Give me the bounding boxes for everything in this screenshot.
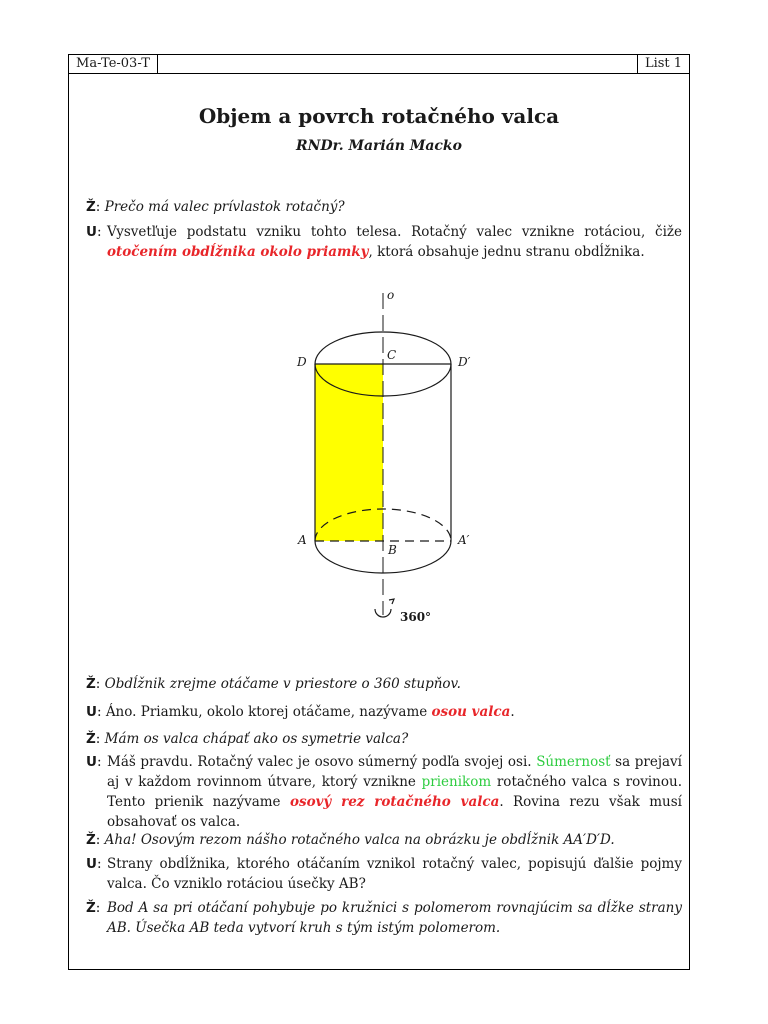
speaker-student: Ž (86, 832, 96, 848)
label-angle: 360° (400, 610, 432, 624)
label-A-prime: A′ (458, 533, 470, 547)
highlight-term: otočením obdĺžnika okolo priamky (107, 244, 369, 260)
dialog-line-3: Ž: Obdĺžnik zrejme otáčame v priestore o 360 stupňov. (86, 676, 461, 692)
highlight-term: Súmernosť (536, 754, 611, 770)
speaker-teacher: U (86, 224, 97, 240)
dialog-text: Obdĺžnik zrejme otáčame v priestore o 360 stupňov. (104, 676, 461, 692)
highlight-term: prienikom (421, 774, 492, 790)
label-D: D (297, 355, 307, 369)
speaker-student: Ž (86, 900, 96, 916)
label-D-prime: D′ (458, 355, 471, 369)
dialog-line-9: Ž: Bod A sa pri otáčaní pohybuje po kružnici s polomerom rovnajúcim sa dĺžke strany AB. Úsečka AB teda vytvorí kruh s tým istým polomerom. (86, 900, 682, 936)
dialog-text: . (510, 704, 515, 720)
dialog-text: rotačného valca s rovinou. Tento prienik nazývame (107, 774, 682, 810)
speaker-teacher: U (86, 754, 97, 770)
speaker-student: Ž (86, 731, 96, 747)
dialog-text: Áno. Priamku, okolo ktorej otáčame, nazývame (105, 704, 432, 720)
header-page-number: List 1 (637, 54, 690, 74)
cylinder-figure (280, 285, 480, 635)
document-author: RNDr. Marián Macko (296, 138, 462, 154)
dialog-line-1: Ž: Prečo má valec prívlastok rotačný? (86, 199, 345, 215)
label-C: C (387, 348, 397, 362)
dialog-line-5: Ž: Mám os valca chápať ako os symetrie valca? (86, 731, 409, 747)
dialog-text: Strany obdĺžnika, ktorého otáčaním vznikol rotačný valec, popisujú ďalšie pojmy valca. Čo vzniklo rotáciou úsečky AB? (107, 856, 682, 892)
document-title: Objem a povrch rotačného valca (198, 104, 560, 128)
dialog-text: Bod A sa pri otáčaní pohybuje po kružnici s polomerom rovnajúcim sa dĺžke strany AB. Úsečka AB teda vytvorí kruh s tým istým polomerom. (107, 900, 682, 936)
highlight-term: osou valca (431, 704, 511, 720)
dialog-line-2: U: Vysvetľuje podstatu vzniku tohto telesa. Rotačný valec vznikne rotáciou, čiže otočením obdĺžnika okolo priamky, ktorá obsahuje jednu stranu obdĺžnika. (86, 224, 682, 260)
speaker-student: Ž (86, 199, 96, 215)
speaker-student: Ž (86, 676, 96, 692)
dialog-text: Prečo má valec prívlastok rotačný? (104, 199, 345, 215)
rotation-arrow-icon (389, 599, 394, 604)
label-A: A (298, 533, 307, 547)
dialog-text: Vysvetľuje podstatu vzniku tohto telesa. Rotačný valec vznikne rotáciou, čiže (107, 224, 682, 240)
label-o: o (387, 288, 395, 302)
dialog-text: . Rovina rezu však musí obsahovať os valca. (107, 794, 682, 830)
axial-section-fill (315, 364, 383, 541)
dialog-text: Mám os valca chápať ako os symetrie valca? (104, 731, 409, 747)
dialog-text: , ktorá obsahuje jednu stranu obdĺžnika. (368, 244, 645, 260)
header-code: Ma-Te-03-T (68, 54, 158, 74)
dialog-text: sa prejaví aj v každom rovinnom útvare, ktorý vznikne (107, 754, 683, 790)
dialog-line-8: U: Strany obdĺžnika, ktorého otáčaním vznikol rotačný valec, popisujú ďalšie pojmy valca. Čo vzniklo rotáciou úsečky AB? (86, 856, 682, 892)
label-B: B (388, 543, 397, 557)
highlight-term: osový rez rotačného valca (289, 794, 500, 810)
speaker-teacher: U (86, 704, 97, 720)
dialog-line-7: Ž: Aha! Osovým rezom nášho rotačného valca na obrázku je obdĺžnik AA′D′D. (86, 832, 615, 848)
speaker-teacher: U (86, 856, 97, 872)
dialog-text: Aha! Osovým rezom nášho rotačného valca na obrázku je obdĺžnik AA′D′D. (104, 832, 615, 848)
dialog-text: Máš pravdu. Rotačný valec je osovo súmerný podľa svojej osi. (107, 754, 537, 770)
header-divider (68, 73, 690, 74)
dialog-line-4: U: Áno. Priamku, okolo ktorej otáčame, nazývame osou valca. (86, 704, 515, 720)
dialog-line-6: U: Máš pravdu. Rotačný valec je osovo súmerný podľa svojej osi. Súmernosť sa prejaví aj v každom rovinnom útvare, ktorý vznikne prienikom rotačného valca s rovinou. Tento prienik nazývame osový rez rotačného valca. Rovina rezu však musí obsahovať os valca. (86, 754, 683, 830)
